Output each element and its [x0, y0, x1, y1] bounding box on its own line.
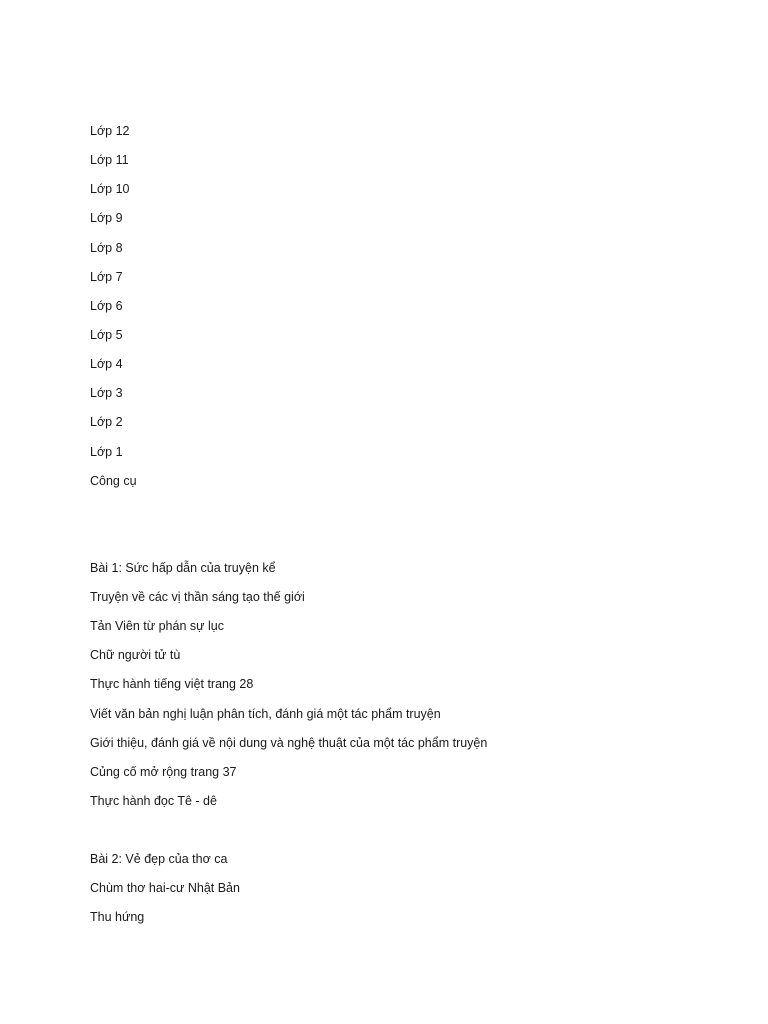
lesson-1-item[interactable]: Truyện về các vị thần sáng tạo thế giới	[90, 589, 305, 604]
lesson-1-item[interactable]: Chữ người tử tù	[90, 648, 181, 663]
lesson-1-item[interactable]: Tản Viên từ phán sự lục	[90, 619, 224, 634]
lesson-2-section	[90, 850, 730, 926]
lesson-2-title[interactable]: Bài 2: Vẻ đẹp của thơ ca	[90, 852, 228, 867]
grade-5-link[interactable]: Lớp 5	[90, 327, 123, 342]
lesson-1-item[interactable]: Viết văn bản nghị luận phân tích, đánh giá một tác phẩm truyện	[90, 706, 441, 721]
lesson-1-item[interactable]: Thực hành đọc Tê - dê	[90, 793, 217, 808]
grade-9-link[interactable]: Lớp 9	[90, 211, 123, 226]
lesson-1-item[interactable]: Củng cố mở rộng trang 37	[90, 764, 237, 779]
document-page	[90, 122, 730, 938]
lesson-1-item[interactable]: Thực hành tiếng việt trang 28	[90, 677, 254, 692]
grade-8-link[interactable]: Lớp 8	[90, 240, 123, 255]
grade-3-link[interactable]: Lớp 3	[90, 386, 123, 401]
grade-11-link[interactable]: Lớp 11	[90, 153, 129, 168]
lesson-2-item[interactable]: Thu hứng	[90, 910, 145, 925]
grade-12-link[interactable]: Lớp 12	[90, 124, 130, 138]
grade-list	[90, 122, 730, 490]
lesson-2-item[interactable]: Chùm thơ hai-cư Nhật Bản	[90, 881, 240, 896]
lesson-1-section	[90, 559, 730, 810]
grade-6-link[interactable]: Lớp 6	[90, 298, 123, 313]
lesson-1-title[interactable]: Bài 1: Sức hấp dẫn của truyện kể	[90, 560, 276, 575]
grade-4-link[interactable]: Lớp 4	[90, 357, 123, 372]
grade-2-link[interactable]: Lớp 2	[90, 415, 123, 430]
grade-10-link[interactable]: Lớp 10	[90, 182, 130, 197]
section-spacer	[90, 501, 730, 559]
grade-1-link[interactable]: Lớp 1	[90, 444, 123, 459]
grade-7-link[interactable]: Lớp 7	[90, 269, 123, 284]
section-spacer	[90, 821, 730, 850]
tools-link[interactable]: Công cụ	[90, 473, 137, 488]
lesson-1-item[interactable]: Giới thiệu, đánh giá về nội dung và nghệ thuật của một tác phẩm truyện	[90, 735, 488, 750]
